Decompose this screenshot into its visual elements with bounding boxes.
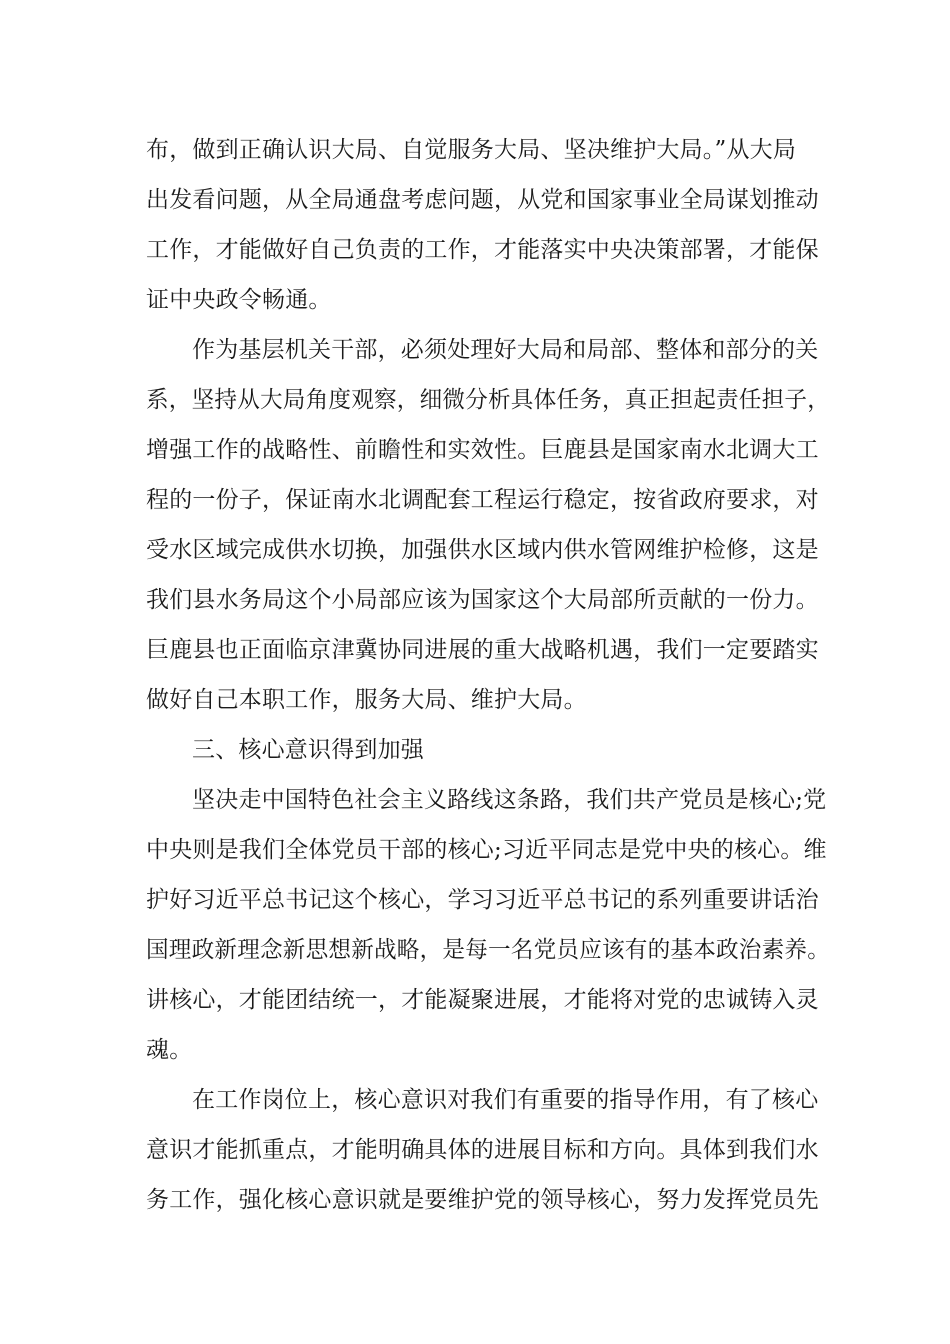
text-line: 系，坚持从大局角度观察，细微分析具体任务，真正担起责任担子，	[146, 387, 830, 413]
section-heading: 三、核心意识得到加强	[192, 737, 424, 763]
text-line: 务工作，强化核心意识就是要维护党的领导核心，努力发挥党员先	[146, 1187, 819, 1213]
text-line: 证中央政令畅通。	[146, 287, 332, 313]
paragraph-first-line: 坚决走中国特色社会主义路线这条路，我们共产党员是核心;党	[192, 787, 827, 813]
text-line: 国理政新理念新思想新战略，是每一名党员应该有的基本政治素养。	[146, 937, 830, 963]
paragraph-first-line: 作为基层机关干部，必须处理好大局和局部、整体和部分的关	[192, 337, 819, 363]
text-line: 工作，才能做好自己负责的工作，才能落实中央决策部署，才能保	[146, 237, 819, 263]
text-line: 意识才能抓重点，才能明确具体的进展目标和方向。具体到我们水	[146, 1137, 819, 1163]
text-line: 程的一份子，保证南水北调配套工程运行稳定，按省政府要求，对	[146, 487, 819, 513]
text-line: 增强工作的战略性、前瞻性和实效性。巨鹿县是国家南水北调大工	[146, 437, 819, 463]
text-line: 魂。	[146, 1037, 193, 1063]
text-line: 护好习近平总书记这个核心，学习习近平总书记的系列重要讲话治	[146, 887, 819, 913]
text-line: 中央则是我们全体党员干部的核心;习近平同志是党中央的核心。维	[146, 837, 827, 863]
text-line: 做好自己本职工作，服务大局、维护大局。	[146, 687, 587, 713]
text-line: 受水区域完成供水切换，加强供水区域内供水管网维护检修，这是	[146, 537, 819, 563]
paragraph-first-line: 在工作岗位上，核心意识对我们有重要的指导作用，有了核心	[192, 1087, 819, 1113]
text-line: 讲核心，才能团结统一，才能凝聚进展，才能将对党的忠诚铸入灵	[146, 987, 819, 1013]
text-line: 巨鹿县也正面临京津冀协同进展的重大战略机遇，我们一定要踏实	[146, 637, 819, 663]
text-line: 布，做到正确认识大局、自觉服务大局、坚决维护大局。”从大局	[146, 137, 797, 163]
text-line: 出发看问题，从全局通盘考虑问题，从党和国家事业全局谋划推动	[146, 187, 819, 213]
text-line: 我们县水务局这个小局部应该为国家这个大局部所贡献的一份力。	[146, 587, 819, 613]
